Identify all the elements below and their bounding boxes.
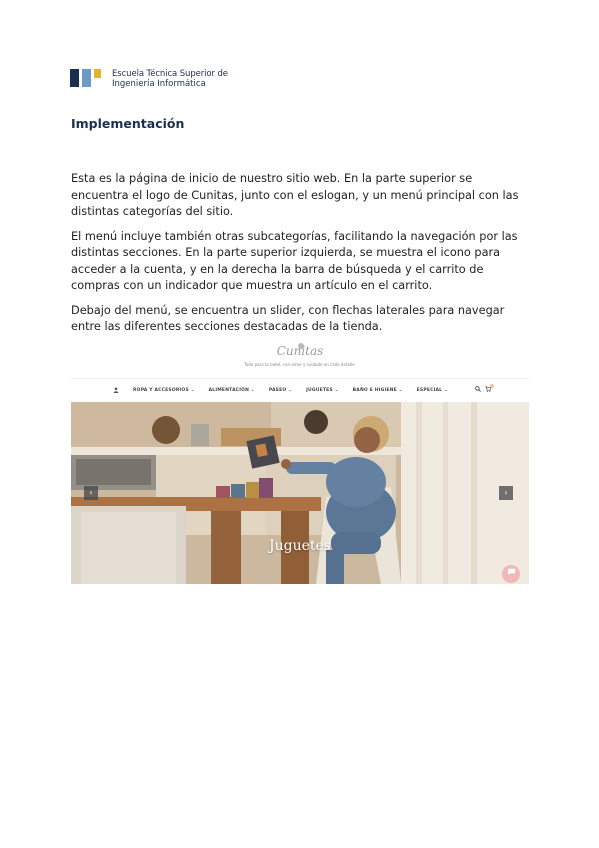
slide-caption: Juguetes bbox=[269, 538, 331, 554]
nav-item-ropa: ROPA Y ACCESORIOS ⌄ bbox=[133, 388, 195, 393]
nav-item-paseo: PASEO ⌄ bbox=[268, 388, 293, 393]
nav-item-bano: BAÑO E HIGIENE ⌄ bbox=[352, 388, 403, 393]
slider-next-arrow: › bbox=[499, 486, 513, 500]
school-logo bbox=[70, 69, 230, 91]
site-nav-menu bbox=[133, 388, 448, 393]
hero-slider bbox=[71, 402, 529, 584]
section-title: Implementación bbox=[71, 116, 185, 131]
slider-prev-arrow: ‹ bbox=[84, 486, 98, 500]
slider-image bbox=[71, 402, 529, 584]
school-logo-mark bbox=[70, 69, 101, 87]
body-text bbox=[71, 171, 531, 344]
logo-block-dark bbox=[70, 69, 79, 87]
search-icon bbox=[475, 386, 481, 394]
school-name-line2: Ingeniería Informática bbox=[112, 79, 206, 89]
paragraph-3: Debajo del menú, se encuentra un slider, con flechas laterales para navegar entre las diferentes secciones destacadas de la tienda. bbox=[71, 303, 505, 333]
logo-block-light bbox=[82, 69, 91, 87]
site-slogan: Todo para tu bebé, con amor y cuidado en cada detalle. bbox=[244, 362, 356, 367]
nav-item-alimentacion: ALIMENTACIÓN ⌄ bbox=[208, 388, 255, 393]
site-brand-logo: Cunitas bbox=[276, 344, 324, 358]
paragraph-1: Esta es la página de inicio de nuestro sitio web. En la parte superior se encuentra el logo de Cunitas, junto con el eslogan, y un menú principal con las distintas categorías del sitio. bbox=[71, 172, 519, 218]
logo-block-yellow bbox=[94, 69, 101, 78]
school-name-line1: Escuela Técnica Superior de bbox=[112, 69, 228, 79]
chat-icon bbox=[502, 565, 520, 583]
cart-count-badge bbox=[490, 384, 494, 388]
school-logo-text bbox=[112, 69, 228, 89]
paragraph-2: El menú incluye también otras subcategorías, facilitando la navegación por las distintas secciones. En la parte superior izquierda, se muestra el icono para acceder a la cuenta, y en la derecha la barra de búsqueda y el carrito de compras con un indicador que muestra un artículo en el carrito. bbox=[71, 229, 518, 292]
site-header bbox=[71, 340, 529, 378]
site-navbar bbox=[71, 378, 529, 403]
website-screenshot bbox=[71, 340, 529, 584]
nav-item-juguetes: JUGUETES ⌄ bbox=[306, 388, 339, 393]
nav-item-especial: ESPECIAL ⌄ bbox=[416, 388, 448, 393]
user-icon bbox=[113, 387, 119, 395]
